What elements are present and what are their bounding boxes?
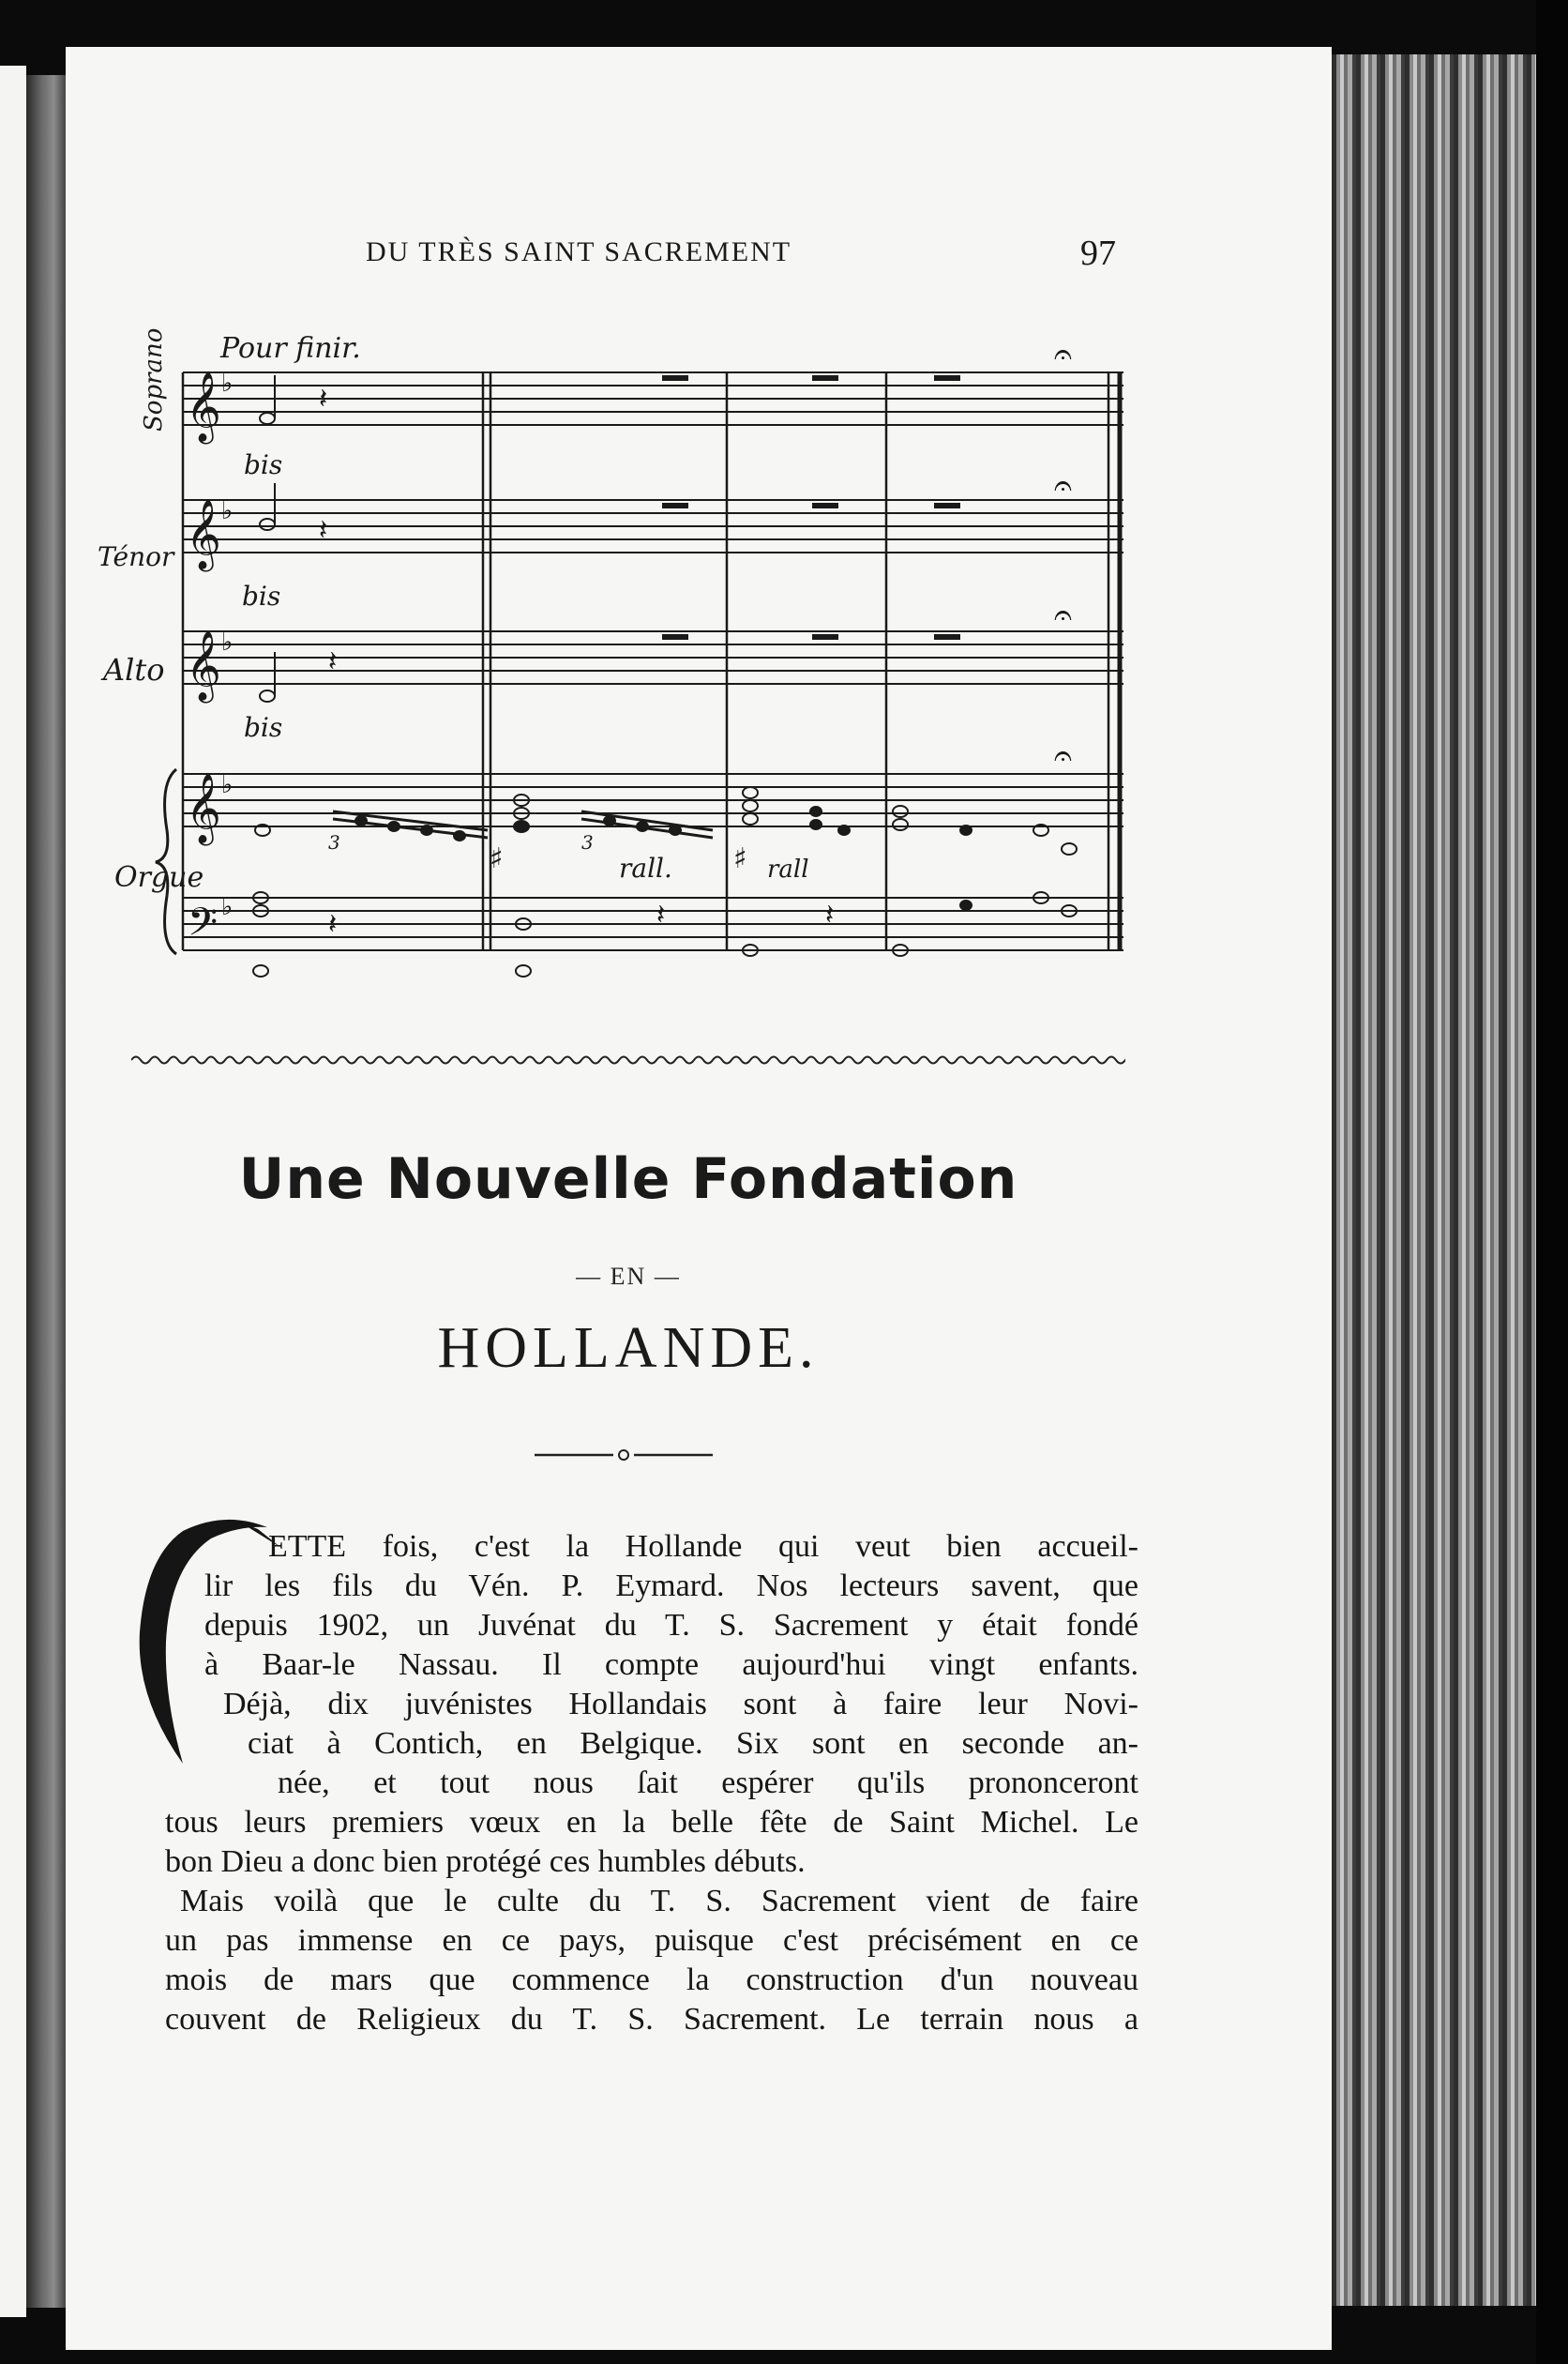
- svg-text:♭: ♭: [221, 370, 234, 398]
- drop-cap-letter: C: [127, 1510, 128, 1511]
- fermatas: [1054, 336, 1072, 775]
- svg-text:♭: ♭: [221, 497, 234, 525]
- facing-page-edge: [0, 66, 26, 2317]
- svg-text:𝄽: 𝄽: [319, 514, 328, 547]
- text-line: mois de mars que commence la construction d'un nouveau: [165, 1962, 1138, 1997]
- running-header: DU TRÈS SAINT SACREMENT: [366, 236, 792, 267]
- svg-text:𝄽: 𝄽: [328, 645, 338, 678]
- svg-text:𝄐: 𝄐: [1054, 467, 1072, 505]
- svg-text:♭: ♭: [221, 771, 234, 799]
- text-line: bon Dieu a donc bien protégé ces humbles débuts.: [165, 1844, 806, 1879]
- paragraph-2: [165, 1882, 1138, 2039]
- voice-label-soprano: Soprano: [140, 327, 168, 432]
- svg-text:♭: ♭: [221, 629, 234, 657]
- page-block-edges: [1332, 54, 1536, 2306]
- tempo-mark-1: rall.: [619, 853, 672, 884]
- svg-text:𝄞: 𝄞: [186, 500, 221, 569]
- book-gutter: [26, 75, 66, 2308]
- text-line: couvent de Religieux du T. S. Sacrement. Le terrain nous a: [165, 2002, 1138, 2037]
- triplet-mark-1: 3: [328, 831, 340, 854]
- score-marking: Pour finir.: [220, 332, 361, 365]
- voice-label-tenor: Ténor: [98, 541, 174, 572]
- article-body: [165, 1527, 1138, 2039]
- svg-text:𝄐: 𝄐: [1054, 597, 1072, 634]
- triplet-mark-2: 3: [581, 831, 594, 854]
- repeat-mark-alto: bis: [244, 712, 283, 743]
- text-line: depuis 1902, un Juvénat du T. S. Sacrement y était fondé: [204, 1608, 1138, 1643]
- svg-text:𝄽: 𝄽: [656, 899, 666, 932]
- svg-text:♯: ♯: [733, 842, 747, 875]
- repeat-mark-tenor: bis: [242, 581, 281, 612]
- svg-text:♯: ♯: [490, 842, 504, 875]
- voice-label-organ: Orgue: [114, 861, 204, 894]
- music-score: [94, 324, 1135, 1008]
- title-connector: — EN —: [576, 1263, 681, 1290]
- voice-label-alto: Alto: [103, 652, 165, 688]
- page-number: 97: [1080, 234, 1116, 273]
- text-line: un pas immense en ce pays, puisque c'est précisément en ce: [165, 1923, 1138, 1958]
- svg-text:𝄞: 𝄞: [186, 774, 221, 843]
- svg-text:𝄞: 𝄞: [186, 631, 221, 701]
- article-title: Une Nouvelle Fondation: [238, 1146, 1018, 1212]
- paragraph-1: [165, 1527, 1138, 1882]
- text-line: ETTE fois, c'est la Hollande qui veut bien accueil-: [268, 1529, 1138, 1564]
- svg-text:𝄽: 𝄽: [328, 908, 338, 941]
- svg-text:𝄐: 𝄐: [1054, 737, 1072, 775]
- scan-border: [1536, 0, 1568, 2364]
- text-line: à Baar-le Nassau. Il compte aujourd'hui vingt enfants.: [204, 1647, 1138, 1682]
- text-line: tous leurs premiers vœux en la belle fête de Saint Michel. Le: [165, 1805, 1138, 1840]
- text-line: lir les fils du Vén. P. Eymard. Nos lecteurs savent, que: [204, 1568, 1138, 1603]
- wavy-divider: [131, 1049, 1125, 1071]
- text-line: Mais voilà que le culte du T. S. Sacrement vient de faire: [180, 1884, 1138, 1918]
- svg-text:𝄢: 𝄢: [188, 900, 219, 954]
- title-place: HOLLANDE.: [437, 1316, 820, 1380]
- svg-text:𝄐: 𝄐: [1054, 336, 1072, 373]
- repeat-mark-soprano: bis: [244, 449, 283, 480]
- tempo-mark-2: rall: [767, 856, 809, 884]
- ornament-divider: [535, 1445, 713, 1465]
- svg-text:𝄞: 𝄞: [186, 372, 221, 442]
- flats: [221, 370, 233, 921]
- rests: [319, 383, 834, 941]
- notes: [253, 375, 1077, 977]
- svg-text:♭: ♭: [221, 893, 234, 921]
- svg-text:𝄽: 𝄽: [319, 383, 328, 416]
- svg-text:𝄽: 𝄽: [825, 899, 835, 932]
- text-line: Déjà, dix juvénistes Hollandais sont à faire leur Novi-: [223, 1687, 1138, 1721]
- text-line: ciat à Contich, en Belgique. Six sont en seconde an-: [248, 1726, 1138, 1761]
- text-line: née, et tout nous ſait espérer qu'ils prononceront: [278, 1765, 1138, 1800]
